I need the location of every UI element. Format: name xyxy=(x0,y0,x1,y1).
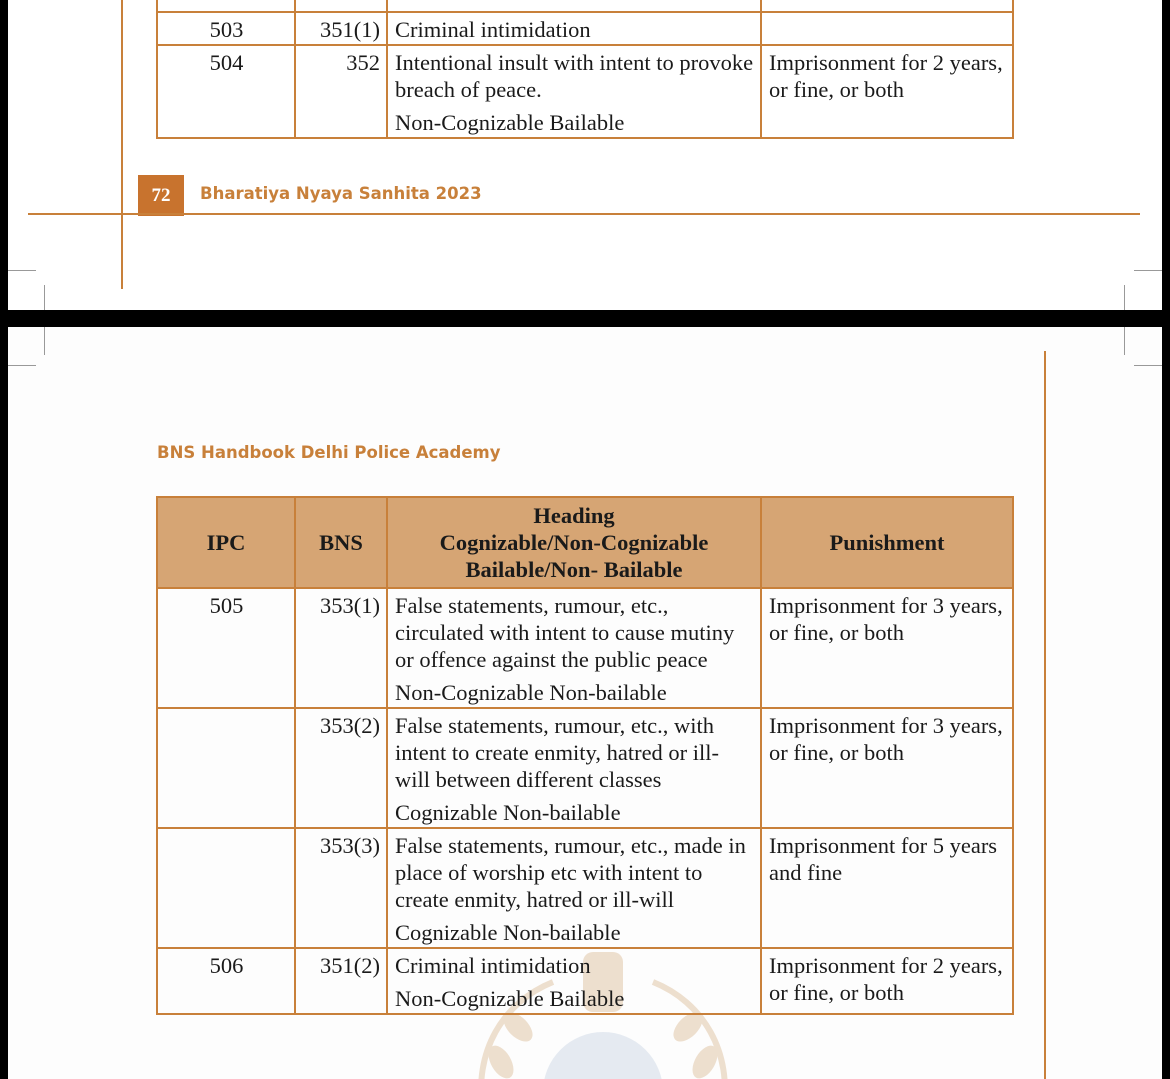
page-header-title: BNS Handbook Delhi Police Academy xyxy=(157,443,501,462)
column-header-heading xyxy=(387,497,761,588)
table-cell-heading xyxy=(387,45,761,138)
offence-table xyxy=(156,496,1014,1015)
table-cell-bns: 353(2) xyxy=(295,708,387,828)
heading-text: Intentional insult with intent to provoke breach of peace. xyxy=(395,50,754,102)
crop-mark xyxy=(1124,327,1125,355)
status-text: Non-Cognizable Bailable xyxy=(395,986,625,1011)
column-header-bns: BNS xyxy=(295,497,387,588)
table-cell-punishment: Imprisonment for 2 years, or fine, or both xyxy=(761,948,1013,1014)
status-text: Non-Cognizable Bailable xyxy=(395,110,625,135)
table-cell-bns xyxy=(295,0,387,12)
column-header-punishment: Punishment xyxy=(761,497,1013,588)
page-73 xyxy=(8,327,1162,1079)
status-text: Cognizable Non-bailable xyxy=(395,800,621,825)
table-header-row xyxy=(157,497,1013,588)
table-row xyxy=(157,948,1013,1014)
table-cell-ipc: 505 xyxy=(157,588,295,708)
crop-mark xyxy=(8,365,36,366)
table-cell-bns: 353(1) xyxy=(295,588,387,708)
page-72 xyxy=(8,0,1162,310)
table-cell-punishment: Imprisonment for 3 years, or fine, or both xyxy=(761,708,1013,828)
table-cell-punishment: Imprisonment for 2 years, or fine, or both xyxy=(761,45,1013,138)
table-row xyxy=(157,0,1013,12)
table-cell-heading xyxy=(387,0,761,12)
status-text: Non-Cognizable Non-bailable xyxy=(395,680,667,705)
footer-title: Bharatiya Nyaya Sanhita 2023 xyxy=(200,184,482,203)
heading-text: Criminal intimidation xyxy=(395,953,591,978)
table-cell-heading xyxy=(387,828,761,948)
crop-mark xyxy=(1124,285,1125,310)
table-cell-heading: Criminal intimidation xyxy=(387,12,761,45)
table-cell-punishment xyxy=(761,0,1013,12)
table-cell-bns: 353(3) xyxy=(295,828,387,948)
table-cell-ipc xyxy=(157,828,295,948)
table-row xyxy=(157,12,1013,45)
table-cell-punishment xyxy=(761,12,1013,45)
table-cell-ipc xyxy=(157,708,295,828)
table-cell-ipc: 503 xyxy=(157,12,295,45)
heading-text: False statements, rumour, etc., made in place of worship etc with intent to create enmity, hatred or ill-will xyxy=(395,833,746,912)
table-cell-bns: 351(1) xyxy=(295,12,387,45)
margin-rule xyxy=(121,0,123,289)
column-header-ipc: IPC xyxy=(157,497,295,588)
crop-mark xyxy=(44,285,45,310)
table-cell-ipc: 506 xyxy=(157,948,295,1014)
table-row xyxy=(157,45,1013,138)
table-cell-heading xyxy=(387,588,761,708)
table-cell-punishment: Imprisonment for 5 years and fine xyxy=(761,828,1013,948)
margin-rule xyxy=(1044,351,1046,1079)
table-cell-punishment: Imprisonment for 3 years, or fine, or both xyxy=(761,588,1013,708)
table-cell-bns: 351(2) xyxy=(295,948,387,1014)
heading-text: False statements, rumour, etc., circulated with intent to cause mutiny or offence against the public peace xyxy=(395,593,735,672)
crop-mark xyxy=(8,270,36,271)
table-cell-heading xyxy=(387,948,761,1014)
table-row xyxy=(157,828,1013,948)
table-row xyxy=(157,708,1013,828)
column-header-heading-line: Bailable/Non- Bailable xyxy=(465,557,683,582)
status-text: Cognizable Non-bailable xyxy=(395,920,621,945)
offence-table-top xyxy=(156,0,1014,139)
column-header-heading-line: Heading xyxy=(533,503,615,528)
table-cell-ipc xyxy=(157,0,295,12)
table-row xyxy=(157,588,1013,708)
crop-mark xyxy=(1134,365,1162,366)
table-cell-heading xyxy=(387,708,761,828)
table-cell-ipc: 504 xyxy=(157,45,295,138)
column-header-heading-line: Cognizable/Non-Cognizable xyxy=(439,530,709,555)
page-number-badge: 72 xyxy=(138,175,184,216)
crop-mark xyxy=(1134,270,1162,271)
table-cell-bns: 352 xyxy=(295,45,387,138)
footer-rule xyxy=(28,213,1140,215)
crop-mark xyxy=(44,327,45,355)
heading-text: False statements, rumour, etc., with intent to create enmity, hatred or ill-will between different classes xyxy=(395,713,720,792)
